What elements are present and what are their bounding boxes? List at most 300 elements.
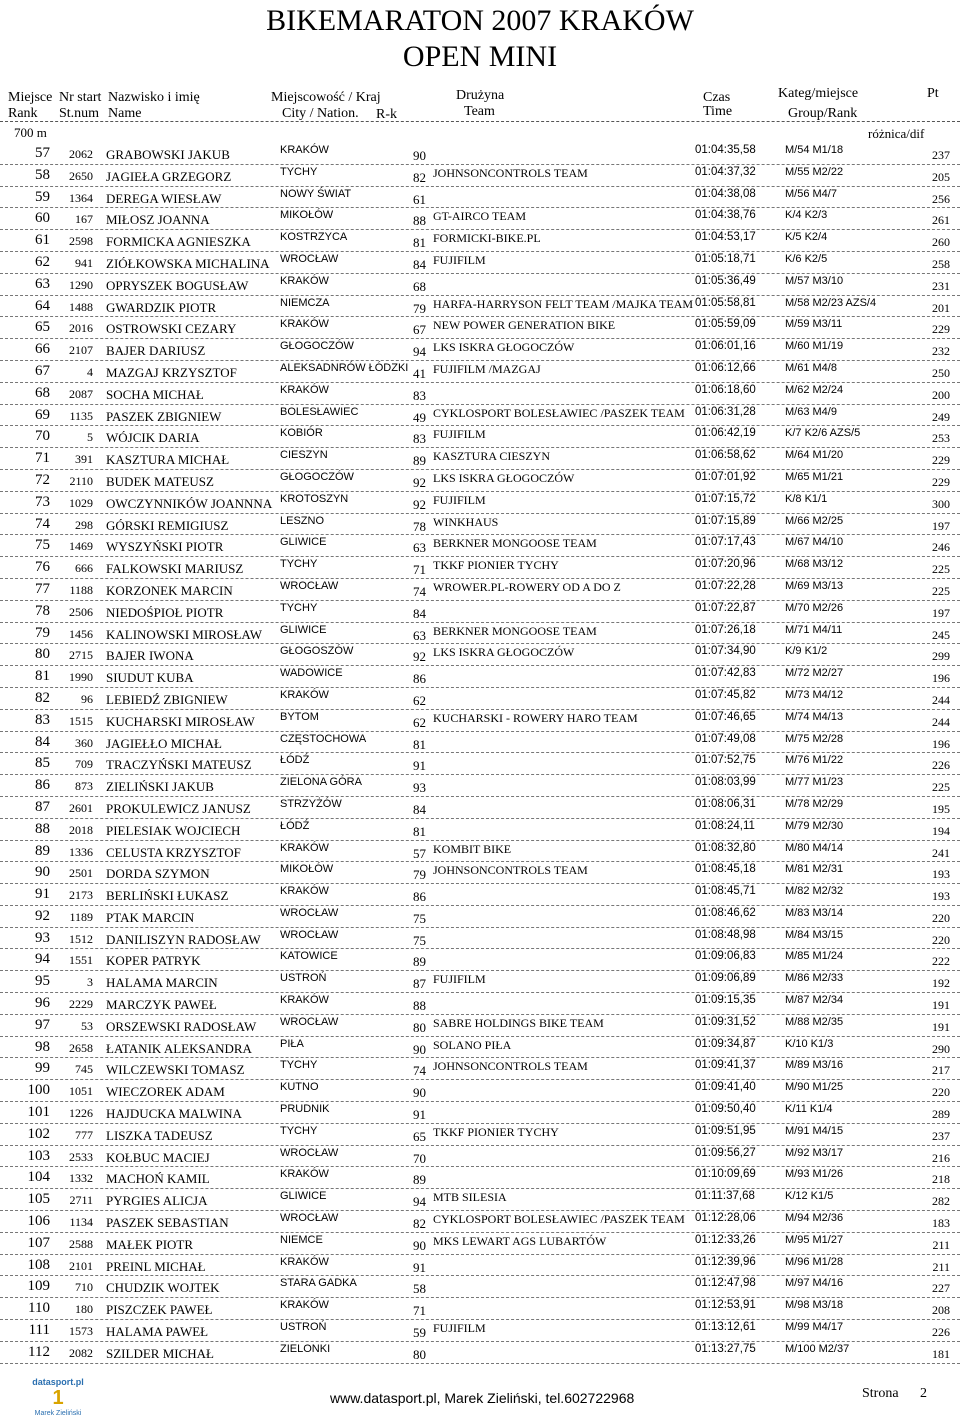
points-cell: 220 <box>932 1085 950 1100</box>
name-cell: KOŁBUC MACIEJ <box>106 1149 210 1165</box>
start-number-cell: 709 <box>75 757 93 772</box>
rk-cell: 49 <box>413 409 426 425</box>
results-table <box>0 143 960 1364</box>
category-cell: M/98 M3/18 <box>785 1299 844 1312</box>
category-cell: M/96 M1/28 <box>785 1255 844 1268</box>
time-cell: 01:07:26,18 <box>695 623 756 636</box>
name-cell: ORSZEWSKI RADOSŁAW <box>106 1018 257 1034</box>
time-cell: 01:12:33,26 <box>695 1233 756 1246</box>
start-number-cell: 2598 <box>69 234 93 249</box>
rk-cell: 41 <box>413 365 426 381</box>
name-cell: DORDA SZYMON <box>106 866 210 882</box>
city-cell: KRAKÓW <box>280 885 329 898</box>
city-cell: WROCŁAW <box>280 928 339 941</box>
city-cell: ZIELONKI <box>280 1342 331 1355</box>
table-row <box>0 775 960 797</box>
start-number-cell: 2082 <box>69 1345 93 1360</box>
header-rk: R-k <box>376 107 397 122</box>
table-row <box>0 165 960 187</box>
city-cell: PIŁA <box>280 1037 304 1050</box>
name-cell: SOCHA MICHAŁ <box>106 386 204 402</box>
rank-cell: 109 <box>27 1278 50 1295</box>
category-cell: M/71 M4/11 <box>785 623 843 636</box>
name-cell: CHUDZIK WOJTEK <box>106 1280 220 1296</box>
city-cell: GŁOGOSZÓW <box>280 645 354 658</box>
team-cell: FORMICKI-BIKE.PL <box>433 231 541 246</box>
points-cell: 211 <box>932 1237 950 1252</box>
table-row <box>0 1146 960 1168</box>
start-number-cell: 180 <box>75 1302 93 1317</box>
start-number-cell: 2715 <box>69 648 93 663</box>
rk-cell: 88 <box>413 213 426 229</box>
rank-cell: 111 <box>28 1322 50 1339</box>
start-number-cell: 1515 <box>69 713 93 728</box>
team-cell: BERKNER MONGOOSE TEAM <box>433 536 597 551</box>
table-row <box>0 601 960 623</box>
table-row <box>0 492 960 514</box>
time-cell: 01:08:45,71 <box>695 885 756 898</box>
rank-cell: 95 <box>35 973 50 990</box>
time-cell: 01:09:15,35 <box>695 994 756 1007</box>
table-row <box>0 535 960 557</box>
points-cell: 261 <box>932 213 950 228</box>
name-cell: JAGIEŁA GRZEGORZ <box>106 168 232 184</box>
name-cell: KASZTURA MICHAŁ <box>106 452 230 468</box>
header-nazwisko: Nazwisko i imię <box>108 90 200 105</box>
points-cell: 193 <box>932 867 950 882</box>
time-cell: 01:12:47,98 <box>695 1277 756 1290</box>
rk-cell: 90 <box>413 148 426 163</box>
start-number-cell: 1456 <box>69 626 93 641</box>
rk-cell: 88 <box>413 998 426 1014</box>
name-cell: KALINOWSKI MIROSŁAW <box>106 626 263 642</box>
points-cell: 289 <box>932 1107 950 1122</box>
category-cell: M/56 M4/7 <box>785 187 837 200</box>
rk-cell: 83 <box>413 387 426 403</box>
name-cell: FALKOWSKI MARIUSZ <box>106 561 244 577</box>
city-cell: ALEKSADNRÓW ŁÓDZKI <box>280 361 409 374</box>
category-cell: K/11 K1/4 <box>785 1103 833 1116</box>
name-cell: SZILDER MICHAŁ <box>106 1345 214 1361</box>
header-time: Time <box>703 104 733 119</box>
header-roznica: różnica/dif <box>868 126 925 141</box>
time-cell: 01:07:22,87 <box>695 601 756 614</box>
time-cell: 01:04:37,32 <box>695 165 756 178</box>
start-number-cell: 1134 <box>69 1215 93 1230</box>
points-cell: 217 <box>932 1063 950 1078</box>
city-cell: STARA GADKA <box>280 1277 357 1290</box>
time-cell: 01:07:34,90 <box>695 645 756 658</box>
category-cell: M/90 M1/25 <box>785 1081 844 1094</box>
header-distance: 700 m <box>14 125 47 140</box>
city-cell: KRAKÓW <box>280 318 329 331</box>
category-cell: M/95 M1/27 <box>785 1233 844 1246</box>
points-cell: 196 <box>932 671 950 686</box>
rk-cell: 65 <box>413 1128 426 1144</box>
time-cell: 01:07:46,65 <box>695 710 756 723</box>
rk-cell: 84 <box>413 801 426 817</box>
time-cell: 01:05:18,71 <box>695 252 756 265</box>
rank-cell: 97 <box>35 1016 50 1033</box>
rank-cell: 63 <box>35 275 50 292</box>
points-cell: 241 <box>932 845 950 860</box>
city-cell: BOLESŁAWIEC <box>280 405 359 418</box>
rank-cell: 77 <box>35 580 50 597</box>
header-pt: Pt <box>927 86 939 101</box>
start-number-cell: 2018 <box>69 822 93 837</box>
start-number-cell: 1512 <box>69 931 93 946</box>
table-row <box>0 1167 960 1189</box>
start-number-cell: 5 <box>87 430 93 445</box>
time-cell: 01:07:45,82 <box>695 688 756 701</box>
table-row <box>0 971 960 993</box>
header-miejscowosc: Miejscowość / Kraj <box>271 90 381 105</box>
time-cell: 01:09:31,52 <box>695 1015 756 1028</box>
points-cell: 290 <box>932 1041 950 1056</box>
city-cell: BYTOM <box>280 710 319 723</box>
time-cell: 01:07:15,89 <box>695 514 756 527</box>
points-cell: 244 <box>932 714 950 729</box>
rank-cell: 81 <box>35 668 50 685</box>
city-cell: CIESZYN <box>280 449 328 462</box>
table-row <box>0 579 960 601</box>
table-row <box>0 1211 960 1233</box>
rank-cell: 65 <box>35 319 50 336</box>
rk-cell: 62 <box>413 692 426 708</box>
rank-cell: 75 <box>35 537 50 554</box>
name-cell: PREINL MICHAŁ <box>106 1258 206 1274</box>
rank-cell: 85 <box>35 755 50 772</box>
category-cell: M/77 M1/23 <box>785 776 844 789</box>
table-row <box>0 274 960 296</box>
start-number-cell: 2501 <box>69 866 93 881</box>
table-row <box>0 710 960 732</box>
time-cell: 01:06:01,16 <box>695 340 756 353</box>
team-cell: FUJIFILM <box>433 427 486 442</box>
time-cell: 01:08:32,80 <box>695 841 756 854</box>
team-cell: FUJIFILM <box>433 1321 486 1336</box>
city-cell: PRUDNIK <box>280 1103 330 1116</box>
points-cell: 191 <box>932 998 950 1013</box>
rank-cell: 61 <box>35 232 50 249</box>
points-cell: 227 <box>932 1281 950 1296</box>
time-cell: 01:09:56,27 <box>695 1146 756 1159</box>
city-cell: KRAKÓW <box>280 144 329 156</box>
table-row <box>0 753 960 775</box>
city-cell: KRAKÓW <box>280 841 329 854</box>
time-cell: 01:04:53,17 <box>695 231 756 244</box>
header-czas: Czas <box>703 90 731 105</box>
rk-cell: 90 <box>413 1041 426 1057</box>
category-cell: M/72 M2/27 <box>785 667 844 680</box>
points-cell: 229 <box>932 322 950 337</box>
points-cell: 226 <box>932 758 950 773</box>
table-row <box>0 1189 960 1211</box>
header-group: Group/Rank <box>788 106 858 121</box>
rank-cell: 102 <box>27 1125 50 1142</box>
category-cell: M/69 M3/13 <box>785 579 844 592</box>
team-cell: LKS ISKRA GŁOGOCZÓW <box>433 470 575 485</box>
name-cell: PROKULEWICZ JANUSZ <box>106 800 251 816</box>
category-cell: M/74 M4/13 <box>785 710 844 723</box>
rk-cell: 61 <box>413 191 426 207</box>
city-cell: WROCŁAW <box>280 252 339 265</box>
header-rank: Rank <box>8 106 38 121</box>
time-cell: 01:06:31,28 <box>695 405 756 418</box>
category-cell: M/79 M2/30 <box>785 819 844 832</box>
rank-cell: 57 <box>35 145 50 161</box>
points-cell: 208 <box>932 1303 950 1318</box>
start-number-cell: 2087 <box>69 386 93 401</box>
start-number-cell: 1226 <box>69 1106 93 1121</box>
table-row <box>0 405 960 427</box>
time-cell: 01:09:34,87 <box>695 1037 756 1050</box>
city-cell: KRAKÓW <box>280 1299 329 1312</box>
category-cell: M/55 M2/22 <box>785 165 844 178</box>
rk-cell: 68 <box>413 278 426 294</box>
category-cell: M/70 M2/26 <box>785 601 844 614</box>
city-cell: KUTNO <box>280 1081 319 1094</box>
points-cell: 260 <box>932 235 950 250</box>
name-cell: JAGIEŁŁO MICHAŁ <box>106 735 222 751</box>
table-row <box>0 1320 960 1342</box>
rk-cell: 62 <box>413 714 426 730</box>
table-row <box>0 317 960 339</box>
rank-cell: 96 <box>35 995 50 1012</box>
team-cell: HARFA-HARRYSON FELT TEAM /MAJKA TEAM <box>433 296 694 311</box>
start-number-cell: 2711 <box>69 1193 93 1208</box>
category-cell: M/82 M2/32 <box>785 885 844 898</box>
table-row <box>0 841 960 863</box>
category-cell: K/12 K1/5 <box>785 1190 834 1203</box>
rank-cell: 104 <box>27 1169 50 1186</box>
city-cell: KRAKÓW <box>280 994 329 1007</box>
time-cell: 01:11:37,68 <box>695 1190 755 1203</box>
city-cell: WROCŁAW <box>280 906 339 919</box>
rank-cell: 112 <box>28 1343 50 1360</box>
rk-cell: 83 <box>413 431 426 447</box>
city-cell: MIKOŁÓW <box>280 209 334 222</box>
rk-cell: 58 <box>413 1281 426 1297</box>
city-cell: KOSTRZYCA <box>280 231 348 244</box>
table-row <box>0 361 960 383</box>
name-cell: BAJER DARIUSZ <box>106 343 206 359</box>
points-cell: 197 <box>932 518 950 533</box>
name-cell: WYSZYŃSKI PIOTR <box>106 539 224 555</box>
table-row <box>0 884 960 906</box>
start-number-cell: 2533 <box>69 1149 93 1164</box>
table-row <box>0 1276 960 1298</box>
name-cell: OSTROWSKI CEZARY <box>106 321 237 337</box>
points-cell: 258 <box>932 256 950 271</box>
category-cell: M/66 M2/25 <box>785 514 844 527</box>
team-cell: LKS ISKRA GŁOGOCZÓW <box>433 645 575 660</box>
team-cell: KOMBIT BIKE <box>433 841 512 856</box>
svg-text:Marek Zieliński: Marek Zieliński <box>34 1410 82 1416</box>
rank-cell: 93 <box>35 929 50 946</box>
team-cell: WROWER.PL-ROWERY OD A DO Z <box>433 579 621 594</box>
time-cell: 01:09:51,95 <box>695 1124 756 1137</box>
time-cell: 01:07:52,75 <box>695 754 756 767</box>
start-number-cell: 298 <box>75 517 93 532</box>
table-row <box>0 906 960 928</box>
table-row <box>0 1298 960 1320</box>
points-cell: 220 <box>932 910 950 925</box>
points-cell: 253 <box>932 431 950 446</box>
rk-cell: 84 <box>413 256 426 272</box>
name-cell: PTAK MARCIN <box>106 909 195 925</box>
rank-cell: 70 <box>35 428 50 445</box>
category-cell: M/84 M3/15 <box>785 928 844 941</box>
name-cell: PASZEK SEBASTIAN <box>106 1215 229 1231</box>
name-cell: ZIÓŁKOWSKA MICHALINA <box>106 255 270 271</box>
rk-cell: 63 <box>413 627 426 643</box>
time-cell: 01:06:18,60 <box>695 383 756 396</box>
start-number-cell: 666 <box>75 561 93 576</box>
start-number-cell: 1290 <box>69 277 93 292</box>
name-cell: HALAMA MARCIN <box>106 975 218 991</box>
table-row <box>0 383 960 405</box>
team-cell: TKKF PIONIER TYCHY <box>433 558 559 573</box>
points-cell: 237 <box>932 148 950 162</box>
city-cell: STRZYŻÓW <box>280 797 342 810</box>
category-cell: M/57 M3/10 <box>785 274 844 287</box>
time-cell: 01:08:46,62 <box>695 906 756 919</box>
rank-cell: 110 <box>28 1300 50 1317</box>
rank-cell: 106 <box>27 1213 50 1230</box>
category-cell: M/91 M4/15 <box>785 1124 844 1137</box>
name-cell: KORZONEK MARCIN <box>106 582 233 598</box>
rk-cell: 94 <box>413 1194 426 1210</box>
time-cell: 01:08:45,18 <box>695 863 756 876</box>
rank-cell: 89 <box>35 842 50 859</box>
start-number-cell: 1573 <box>69 1324 93 1339</box>
time-cell: 01:09:06,89 <box>695 972 756 985</box>
category-cell: K/5 K2/4 <box>785 231 828 244</box>
name-cell: MIŁOSZ JOANNA <box>106 212 210 228</box>
name-cell: SIUDUT KUBA <box>106 670 194 686</box>
rank-cell: 107 <box>27 1234 50 1251</box>
rk-cell: 82 <box>413 1216 426 1232</box>
table-row <box>0 1058 960 1080</box>
name-cell: FORMICKA AGNIESZKA <box>106 234 251 250</box>
category-cell: M/67 M4/10 <box>785 536 844 549</box>
table-row <box>0 208 960 230</box>
rk-cell: 79 <box>413 300 426 316</box>
start-number-cell: 2229 <box>69 997 93 1012</box>
team-cell: SOLANO PIŁA <box>433 1037 512 1052</box>
city-cell: KRAKÓW <box>280 688 329 701</box>
points-cell: 220 <box>932 932 950 947</box>
points-cell: 299 <box>932 649 950 664</box>
team-cell: JOHNSONCONTROLS TEAM <box>433 1059 588 1074</box>
team-cell: CYKLOSPORT BOLESŁAWIEC /PASZEK TEAM <box>433 1212 685 1227</box>
start-number-cell: 360 <box>75 735 93 750</box>
rk-cell: 92 <box>413 496 426 512</box>
name-cell: KOPER PATRYK <box>106 953 201 969</box>
category-cell: M/93 M1/26 <box>785 1168 844 1181</box>
name-cell: TRACZYŃSKI MATEUSZ <box>106 757 252 773</box>
team-cell: FUJIFILM <box>433 252 486 267</box>
category-cell: M/85 M1/24 <box>785 950 844 963</box>
points-cell: 193 <box>932 889 950 904</box>
points-cell: 282 <box>932 1194 950 1209</box>
rk-cell: 87 <box>413 976 426 992</box>
time-cell: 01:04:38,08 <box>695 187 756 200</box>
rk-cell: 78 <box>413 518 426 534</box>
table-row <box>0 557 960 579</box>
time-cell: 01:06:12,66 <box>695 361 756 374</box>
team-cell: FUJIFILM <box>433 492 486 507</box>
rk-cell: 86 <box>413 889 426 905</box>
rk-cell: 67 <box>413 322 426 338</box>
rank-cell: 105 <box>27 1191 50 1208</box>
name-cell: BAJER IWONA <box>106 648 194 664</box>
header-st-num: St.num <box>59 106 100 121</box>
time-cell: 01:04:35,58 <box>695 144 756 156</box>
team-cell: KASZTURA CIESZYN <box>433 449 551 464</box>
start-number-cell: 2062 <box>69 147 93 161</box>
rank-cell: 82 <box>35 689 50 706</box>
time-cell: 01:07:17,43 <box>695 536 756 549</box>
table-row <box>0 1015 960 1037</box>
rk-cell: 93 <box>413 780 426 796</box>
city-cell: ZIELONA GÓRA <box>280 776 362 789</box>
rank-cell: 78 <box>35 602 50 619</box>
start-number-cell: 53 <box>81 1018 93 1033</box>
category-cell: M/87 M2/34 <box>785 994 844 1007</box>
start-number-cell: 1332 <box>69 1171 93 1186</box>
start-number-cell: 4 <box>87 364 93 379</box>
name-cell: NIEDOŚPIOŁ PIOTR <box>106 604 224 620</box>
city-cell: KRAKÓW <box>280 274 329 287</box>
points-cell: 192 <box>932 976 950 991</box>
city-cell: KRAKÓW <box>280 1168 329 1181</box>
table-row <box>0 949 960 971</box>
points-cell: 225 <box>932 780 950 795</box>
rank-cell: 90 <box>35 864 50 881</box>
name-cell: GÓRSKI REMIGIUSZ <box>106 517 229 533</box>
rank-cell: 69 <box>35 406 50 423</box>
rank-cell: 94 <box>35 951 50 968</box>
table-row <box>0 1037 960 1059</box>
time-cell: 01:07:22,28 <box>695 579 756 592</box>
start-number-cell: 1336 <box>69 844 93 859</box>
table-row <box>0 426 960 448</box>
category-cell: M/61 M4/8 <box>785 361 837 374</box>
team-cell: JOHNSONCONTROLS TEAM <box>433 165 588 180</box>
points-cell: 211 <box>932 1259 950 1274</box>
name-cell: PYRGIES ALICJA <box>106 1193 208 1209</box>
rank-cell: 60 <box>35 210 50 227</box>
category-cell: M/75 M2/28 <box>785 732 844 745</box>
rk-cell: 74 <box>413 1063 426 1079</box>
rank-cell: 71 <box>35 450 50 467</box>
city-cell: GLIWICE <box>280 1190 327 1203</box>
team-cell: TKKF PIONIER TYCHY <box>433 1124 559 1139</box>
rank-cell: 76 <box>35 559 50 576</box>
time-cell: 01:08:03,99 <box>695 776 756 789</box>
points-cell: 256 <box>932 191 950 206</box>
start-number-cell: 710 <box>75 1280 93 1295</box>
time-cell: 01:09:06,83 <box>695 950 756 963</box>
team-cell: WINKHAUS <box>433 514 499 529</box>
rank-cell: 98 <box>35 1038 50 1055</box>
name-cell: WIECZOREK ADAM <box>106 1084 225 1100</box>
table-row <box>0 797 960 819</box>
team-cell: LKS ISKRA GŁOGOCZÓW <box>433 340 575 355</box>
table-row <box>0 819 960 841</box>
